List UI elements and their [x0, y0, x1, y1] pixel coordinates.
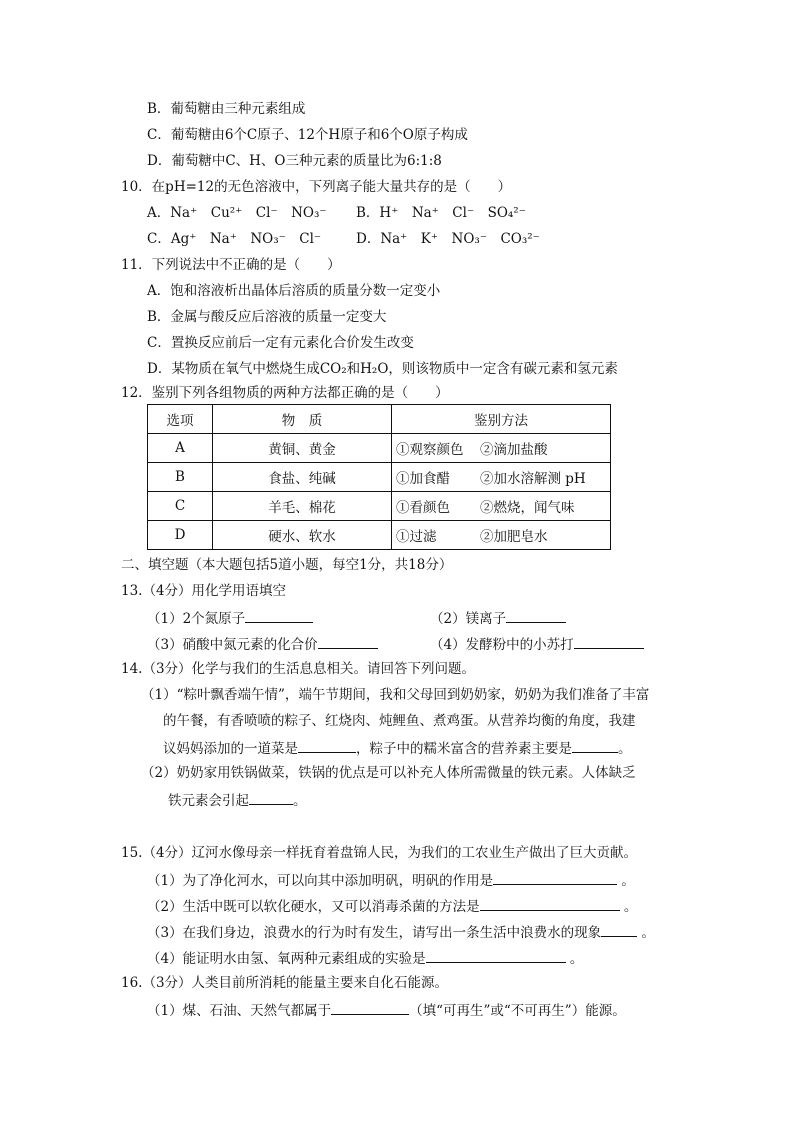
- answer-blank[interactable]: [572, 738, 618, 753]
- row-methods: [392, 434, 611, 463]
- q14-text: 铁元素会引起: [168, 793, 249, 809]
- table-row: [148, 521, 611, 550]
- q14-text: ，粽子中的糯米富含的营养素主要是: [356, 741, 572, 757]
- q15-text: （2）生活中既可以软化硬水，又可以消毒杀菌的方法是: [147, 899, 480, 915]
- method-1: ①看颜色: [396, 500, 450, 516]
- q14-part-1-line-2: 的午餐，有香喷喷的粽子、红烧肉、炖鲤鱼、煮鸡蛋。从营养均衡的角度，我建: [163, 713, 636, 729]
- q13-part-3: [147, 634, 378, 654]
- row-methods: [392, 492, 611, 521]
- row-option: D: [148, 521, 213, 550]
- table-header-row: [148, 405, 611, 434]
- section-heading: 二、填空题（本大题包括5道小题，每空1分，共18分）: [121, 557, 453, 573]
- q15-part-1: [147, 870, 635, 890]
- q13-part-1-text: （1）2个氮原子: [147, 611, 246, 627]
- q14-text: 。: [618, 741, 632, 757]
- q15-text: 。: [641, 925, 655, 941]
- q15-part-2: [147, 896, 637, 916]
- row-substance: 食盐、纯碱: [213, 463, 392, 492]
- q9-option-b: B．葡萄糖由三种元素组成: [147, 101, 306, 117]
- q10-option-a: A．Na⁺ Cu²⁺ Cl⁻ NO₃⁻: [147, 205, 327, 221]
- table-row: [148, 463, 611, 492]
- q14-text: 议妈妈添加的一道菜是: [163, 741, 298, 757]
- q10-option-b: B．H⁺ Na⁺ Cl⁻ SO₄²⁻: [356, 205, 526, 221]
- q11-option-c: C．置换反应前后一定有元素化合价发生改变: [147, 335, 414, 351]
- q11-option-a: A．饱和溶液析出晶体后溶质的质量分数一定变小: [147, 283, 441, 299]
- q9-option-d: D．葡萄糖中C、H、O三种元素的质量比为6:1:8: [147, 153, 442, 169]
- q10-option-c: C．Ag⁺ Na⁺ NO₃⁻ Cl⁻: [147, 231, 322, 247]
- q14-part-2-line-1: （2）奶奶家用铁锅做菜，铁锅的优点是可以补充人体所需微量的铁元素。人体缺乏: [141, 765, 636, 781]
- q15-text: （1）为了净化河水，可以向其中添加明矾，明矾的作用是: [147, 873, 494, 889]
- method-2: ②加肥皂水: [480, 529, 548, 545]
- row-substance: 羊毛、棉花: [213, 492, 392, 521]
- q12-stem: 12．鉴别下列各组物质的两种方法都正确的是（ ）: [121, 385, 449, 401]
- q15-part-4: [147, 948, 583, 968]
- method-2: ②加水溶解测 pH: [480, 471, 586, 487]
- answer-blank[interactable]: [298, 738, 356, 753]
- method-2: ②燃烧，闻气味: [480, 500, 575, 516]
- method-1: ①过滤: [396, 529, 437, 545]
- q14-stem: 14.（3分）化学与我们的生活息息相关。请回答下列问题。: [121, 661, 476, 677]
- q13-part-1: [147, 608, 313, 628]
- q15-part-3: [147, 922, 655, 942]
- q13-part-2-text: （2）镁离子: [430, 611, 507, 627]
- method-1: ①观察颜色: [396, 442, 464, 458]
- answer-blank[interactable]: [480, 896, 620, 911]
- q11-option-b: B．金属与酸反应后溶液的质量一定变大: [147, 309, 387, 325]
- row-substance: 硬水、软水: [213, 521, 392, 550]
- q16-text: （填“可再生”或“不可再生”）能源。: [409, 1003, 626, 1019]
- row-methods: [392, 521, 611, 550]
- answer-blank[interactable]: [574, 634, 644, 649]
- q14-text: 。: [293, 793, 307, 809]
- row-option: A: [148, 434, 213, 463]
- row-option: B: [148, 463, 213, 492]
- answer-blank[interactable]: [601, 922, 637, 937]
- header-substance: 物 质: [213, 405, 392, 434]
- answer-blank[interactable]: [245, 608, 313, 623]
- q13-part-4-text: （4）发酵粉中的小苏打: [430, 637, 574, 653]
- q15-text: 。: [621, 873, 635, 889]
- q11-option-d: D．某物质在氧气中燃烧生成CO₂和H₂O，则该物质中一定含有碳元素和氢元素: [147, 361, 618, 377]
- q14-part-2-line-2: [168, 790, 307, 810]
- answer-blank[interactable]: [493, 870, 617, 885]
- row-option: C: [148, 492, 213, 521]
- table-row: [148, 434, 611, 463]
- q10-option-d: D．Na⁺ K⁺ NO₃⁻ CO₃²⁻: [356, 231, 540, 247]
- answer-blank[interactable]: [318, 634, 378, 649]
- q13-part-2: [430, 608, 566, 628]
- row-substance: 黄铜、黄金: [213, 434, 392, 463]
- answer-blank[interactable]: [331, 1000, 409, 1015]
- method-2: ②滴加盐酸: [480, 442, 548, 458]
- header-option: 选项: [148, 405, 213, 434]
- table-row: [148, 492, 611, 521]
- q14-part-1-line-3: [163, 738, 632, 758]
- q15-stem: 15.（4分）辽河水像母亲一样抚育着盘锦人民，为我们的工农业生产做出了巨大贡献。: [121, 845, 638, 861]
- method-1: ①加食醋: [396, 471, 450, 487]
- q15-text: 。: [623, 899, 638, 915]
- q12-table: [147, 404, 611, 550]
- answer-blank[interactable]: [506, 608, 566, 623]
- q16-text: （1）煤、石油、天然气都属于: [147, 1003, 332, 1019]
- q15-text: 。: [569, 951, 584, 967]
- q13-stem: 13.（4分）用化学用语填空: [121, 583, 287, 599]
- answer-blank[interactable]: [426, 948, 566, 963]
- q15-text: （3）在我们身边，浪费水的行为时有发生，请写出一条生活中浪费水的现象: [147, 925, 602, 941]
- q15-text: （4）能证明水由氢、氧两种元素组成的实验是: [147, 951, 426, 967]
- q16-part-1: [147, 1000, 626, 1020]
- row-methods: [392, 463, 611, 492]
- header-method: 鉴别方法: [392, 405, 611, 434]
- answer-blank[interactable]: [249, 790, 293, 805]
- q11-stem: 11．下列说法中不正确的是（ ）: [121, 257, 341, 273]
- q10-stem: 10．在pH=12的无色溶液中，下列离子能大量共存的是（ ）: [121, 179, 512, 195]
- q14-part-1-line-1: （1）“粽叶飘香端午情”，端午节期间，我和父母回到奶奶家，奶奶为我们准备了丰富: [141, 687, 650, 703]
- q9-option-c: C．葡萄糖由6个C原子、12个H原子和6个O原子构成: [147, 127, 468, 143]
- q13-part-3-text: （3）硝酸中氮元素的化合价: [147, 637, 318, 653]
- q13-part-4: [430, 634, 644, 654]
- q16-stem: 16.（3分）人类目前所消耗的能量主要来自化石能源。: [121, 975, 449, 991]
